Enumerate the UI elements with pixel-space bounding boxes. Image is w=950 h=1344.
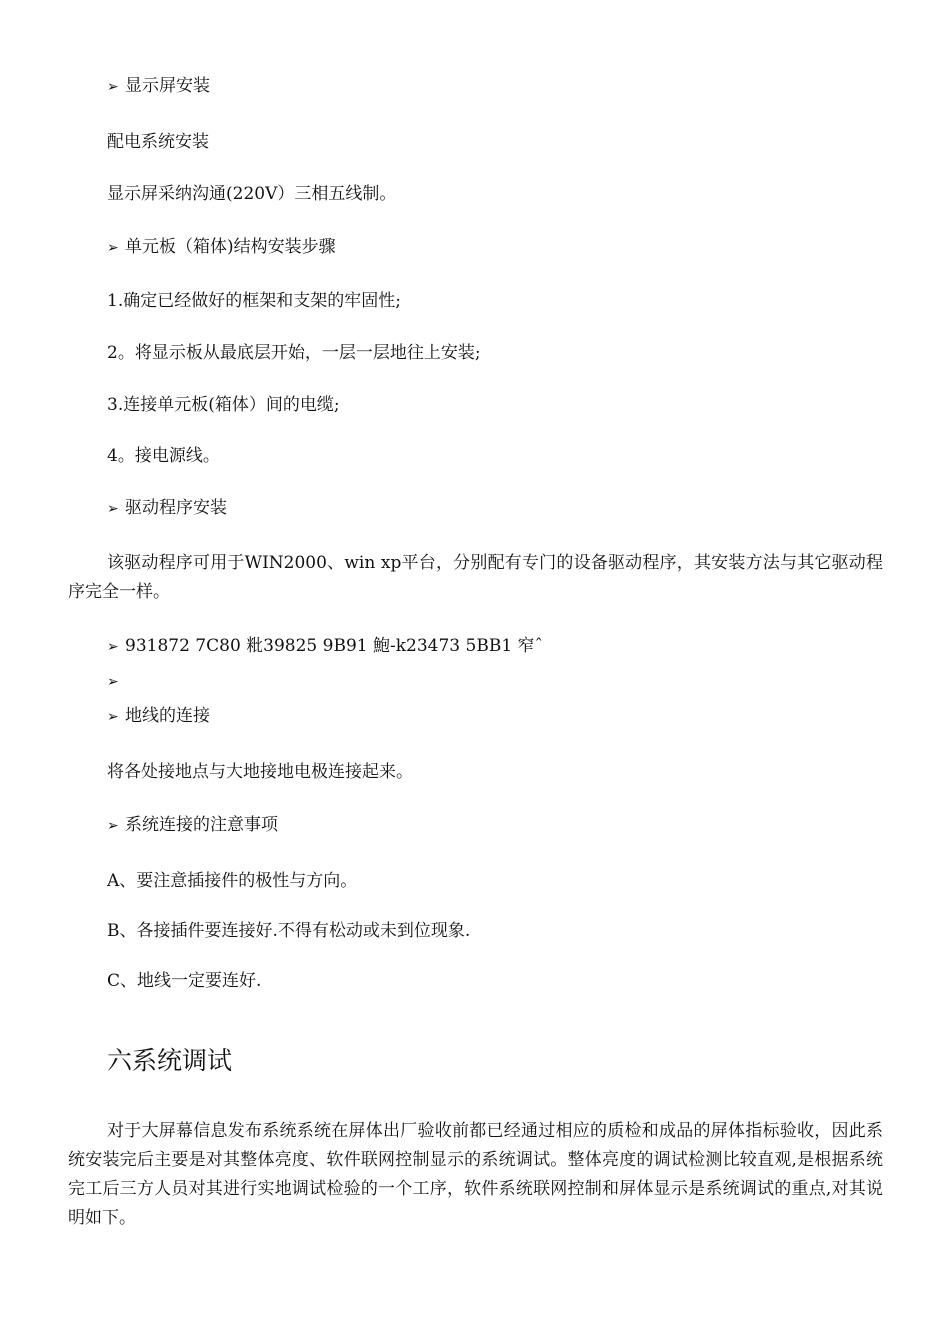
step-line-3: 3.连接单元板(箱体）间的电缆; bbox=[107, 395, 340, 415]
arrow-bullet-icon: ➢ bbox=[107, 240, 119, 256]
note-line-c: C、地线一定要连好. bbox=[107, 971, 262, 991]
bullet-heading-text: 单元板（箱体)结构安装步骤 bbox=[125, 237, 336, 257]
step-line-2: 2。将显示板从最底层开始，一层一层地往上安装; bbox=[107, 343, 481, 363]
bullet-heading-driver-install bbox=[107, 496, 227, 521]
bullet-line-empty bbox=[107, 669, 125, 694]
text-line-power-spec: 显示屏采纳沟通(220V）三相五线制。 bbox=[107, 184, 397, 204]
arrow-bullet-icon: ➢ bbox=[107, 501, 119, 517]
step-line-1: 1.确定已经做好的框架和支架的牢固性; bbox=[107, 291, 401, 311]
bullet-heading-display-install bbox=[107, 74, 210, 99]
bullet-heading-text: 系统连接的注意事项 bbox=[125, 815, 278, 835]
note-line-a: A、要注意插接件的极性与方向。 bbox=[107, 871, 358, 891]
driver-paragraph: 该驱动程序可用于WIN2000、win xp平台，分别配有专门的设备驱动程序，其安装方法与其它驱动程序完全一样。 bbox=[68, 553, 883, 602]
arrow-bullet-icon: ➢ bbox=[107, 674, 119, 690]
arrow-bullet-icon: ➢ bbox=[107, 639, 119, 655]
bullet-heading-notes bbox=[107, 813, 278, 838]
debug-paragraph: 对于大屏幕信息发布系统系统在屏体出厂验收前都已经通过相应的质检和成品的屏体指标验收，因此系统安装完后主要是对其整体亮度、软件联网控制显示的系统调试。整体亮度的调试检测比较直观,是根据系统完工后三方人员对其进行实地调试检验的一个工序，软件系统联网控制和屏体显示是系统调试的重点,对其说明如下。 bbox=[68, 1121, 883, 1228]
arrow-bullet-icon: ➢ bbox=[107, 709, 119, 725]
text-line-ground-connect: 将各处接地点与大地接地电极连接起来。 bbox=[107, 762, 413, 782]
step-line-4: 4。接电源线。 bbox=[107, 446, 220, 466]
section-heading: 六系统调试 bbox=[107, 1046, 233, 1075]
text-line-power-install: 配电系统安装 bbox=[107, 132, 209, 152]
bullet-heading-text: 驱动程序安装 bbox=[125, 498, 227, 518]
arrow-bullet-icon: ➢ bbox=[107, 79, 119, 95]
bullet-heading-text: 显示屏安装 bbox=[125, 76, 210, 96]
bullet-heading-unit-board bbox=[107, 235, 336, 260]
arrow-bullet-icon: ➢ bbox=[107, 818, 119, 834]
bullet-line-text: 931872 7C80 粃39825 9B91 鮑-k23473 5BB1 窄ˆ bbox=[125, 636, 544, 656]
bullet-heading-ground bbox=[107, 704, 210, 729]
bullet-heading-text: 地线的连接 bbox=[125, 706, 210, 726]
bullet-line-garbled bbox=[107, 634, 543, 659]
note-line-b: B、各接插件要连接好.不得有松动或未到位现象. bbox=[107, 921, 471, 941]
